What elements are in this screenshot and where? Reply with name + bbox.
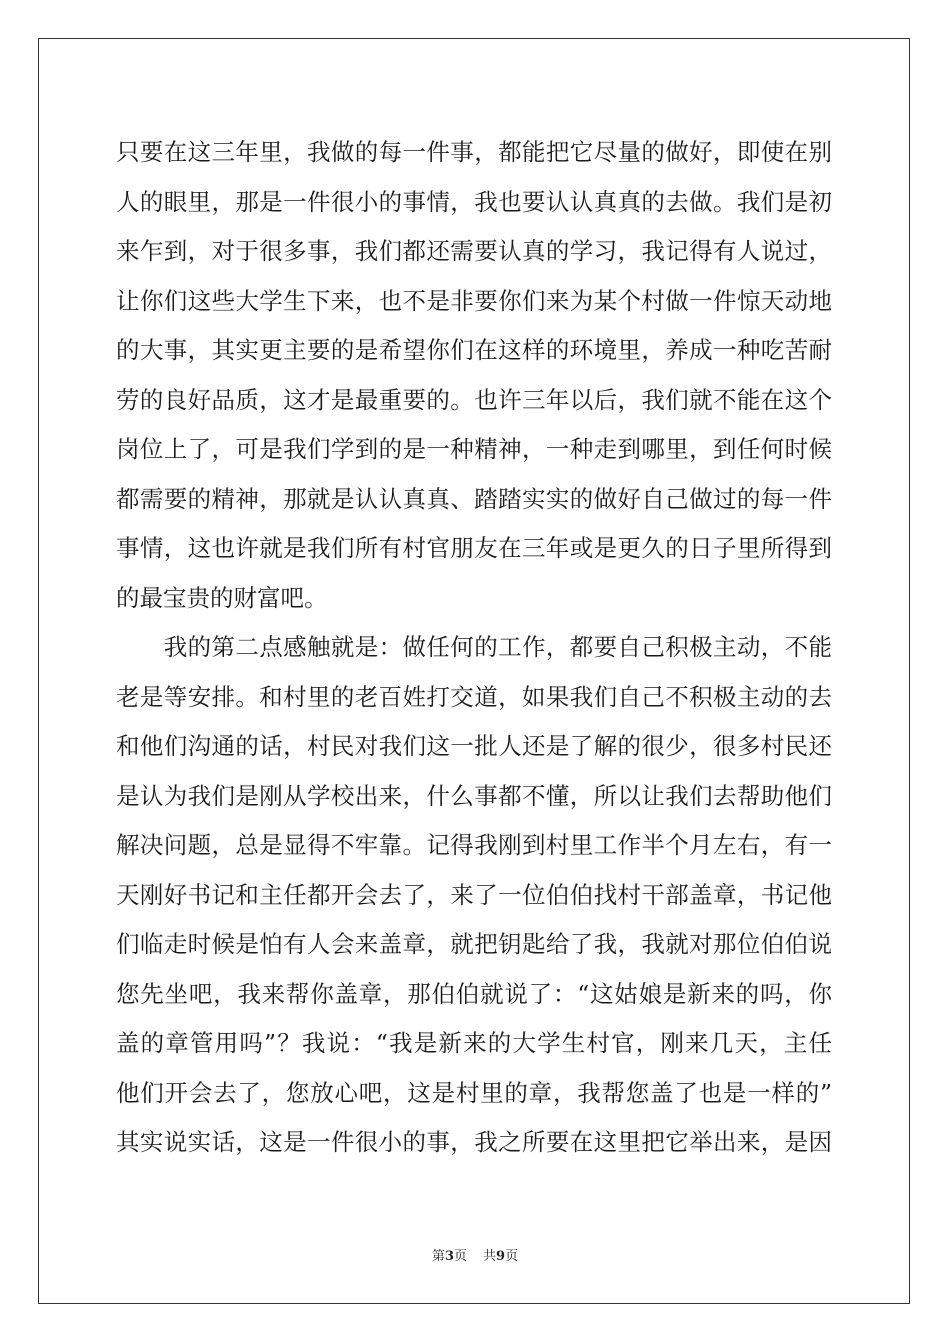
text-line-16: 天刚好书记和主任都开会去了，来了一位伯伯找村干部盖章，书记他 [116, 880, 832, 909]
footer-total-prefix: 共 [483, 1249, 497, 1264]
footer-page-suffix: 页 [453, 1249, 467, 1264]
text-line-21: 其实说实话，这是一件很小的事，我之所要在这里把它举出来，是因 [116, 1128, 832, 1156]
text-line-5: 的大事，其实更主要的是希望你们在这样的环境里，养成一种吃苦耐 [116, 336, 832, 364]
text-line-19: 盖的章管用吗”？我说：“我是新来的大学生村官，刚来几天，主任 [116, 1029, 832, 1057]
text-line-15: 解决问题，总是显得不牢靠。记得我刚到村里工作半个月左右，有一 [116, 831, 832, 859]
text-line-7: 岗位上了，可是我们学到的是一种精神，一种走到哪里，到任何时候 [116, 435, 832, 463]
text-line-6: 劳的良好品质，这才是最重要的。也许三年以后，我们就不能在这个 [116, 385, 832, 414]
footer-page-number: 3 [444, 1249, 454, 1264]
text-line-10: 的最宝贵的财富吧。 [116, 583, 328, 612]
page-footer [0, 1245, 950, 1264]
text-line-12: 老是等安排。和村里的老百姓打交道，如果我们自己不积极主动的去 [116, 682, 832, 711]
text-line-14: 是认为我们是刚从学校出来，什么事都不懂，所以让我们去帮助他们 [116, 781, 832, 810]
text-line-4: 让你们这些大学生下来，也不是非要你们来为某个村做一件惊天动地 [116, 286, 832, 315]
footer-total-suffix: 页 [505, 1249, 519, 1264]
body-text [116, 128, 832, 1168]
text-line-13: 和他们沟通的话，村民对我们这一批人还是了解的很少，很多村民还 [116, 732, 832, 760]
text-line-2: 人的眼里，那是一件很小的事情，我也要认认真真的去做。我们是初 [116, 187, 832, 216]
text-line-17: 们临走时候是怕有人会来盖章，就把钥匙给了我，我就对那位伯伯说 [116, 930, 832, 958]
footer-page-prefix: 第 [431, 1249, 445, 1264]
text-line-8: 都需要的精神，那就是认认真真、踏踏实实的做好自己做过的每一件 [116, 484, 832, 513]
text-line-9: 事情，这也许就是我们所有村官朋友在三年或是更久的日子里所得到 [116, 534, 832, 562]
text-line-18: 您先坐吧，我来帮你盖章，那伯伯就说了：“这姑娘是新来的吗，你 [116, 979, 832, 1008]
text-line-20: 他们开会去了，您放心吧，这是村里的章，我帮您盖了也是一样的” [116, 1078, 832, 1107]
text-line-1: 只要在这三年里，我做的每一件事，都能把它尽量的做好，即使在别 [116, 138, 832, 166]
text-line-3: 来乍到，对于很多事，我们都还需要认真的学习，我记得有人说过， [116, 237, 832, 265]
text-line-11: 我的第二点感触就是：做任何的工作，都要自己积极主动，不能 [116, 633, 832, 661]
footer-total-pages: 9 [496, 1249, 506, 1264]
